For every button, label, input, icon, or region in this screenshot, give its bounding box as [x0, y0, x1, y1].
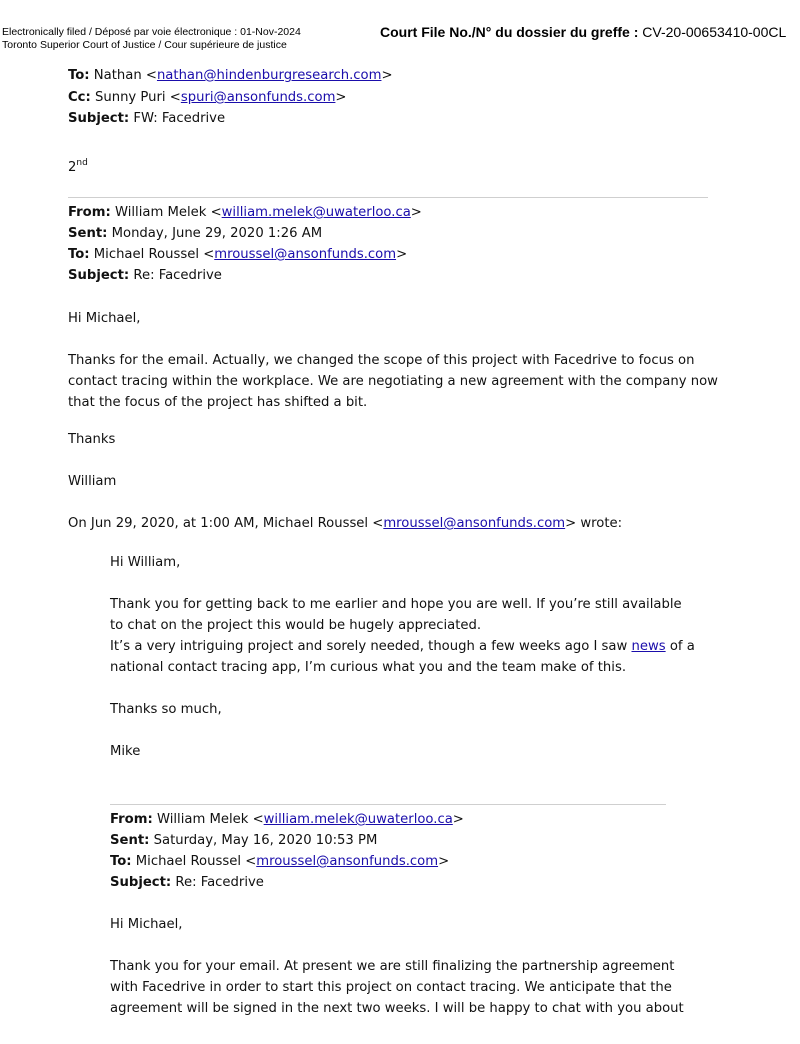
quoted1-text: It’s a very intriguing project and sorely needed, though a few weeks ago I saw	[110, 639, 628, 654]
sent-date: Saturday, May 16, 2020 10:53 PM	[153, 833, 378, 848]
quote-attribution-end: > wrote:	[565, 516, 623, 531]
quote-attribution	[68, 515, 622, 533]
subject-text: FW: Facedrive	[133, 111, 226, 126]
to-label: To:	[68, 247, 90, 262]
quoted1-text-end: of a	[669, 639, 695, 654]
stamp-line-1: Electronically filed / Déposé par voie électronique : 01-Nov-2024	[2, 26, 301, 38]
from-label: From:	[110, 812, 153, 827]
to-name: Michael Roussel	[93, 247, 199, 262]
quoted2-greeting: Hi Michael,	[110, 917, 183, 932]
subject-label: Subject:	[110, 875, 172, 890]
to-name: Nathan	[93, 68, 142, 83]
subject-label: Subject:	[68, 111, 130, 126]
quoted1-paragraph-line: Thank you for getting back to me earlier and hope you are well. If you’re still available	[110, 597, 682, 612]
quote-attribution-text: On Jun 29, 2020, at 1:00 AM, Michael Roussel <	[68, 516, 384, 531]
court-file-number	[380, 24, 786, 40]
body1-text	[68, 154, 88, 177]
sent-label: Sent:	[68, 226, 108, 241]
header1-to: To: Nathan <nathan@hindenburgresearch.com>	[68, 68, 393, 83]
header3-sent	[110, 832, 377, 850]
from-name: William Melek	[114, 205, 207, 220]
body1-sup: nd	[76, 158, 88, 168]
body2-signature: William	[68, 474, 117, 489]
separator-2	[110, 804, 666, 805]
court-file-value: CV-20-00653410-00CL	[642, 24, 787, 40]
from-email-link[interactable]: william.melek@uwaterloo.ca	[263, 812, 453, 827]
body2-paragraph-line: Thanks for the email. Actually, we changed the scope of this project with Facedrive to focus on	[68, 353, 695, 368]
header1-cc: Cc: Sunny Puri <spuri@ansonfunds.com>	[68, 90, 347, 105]
body2-thanks: Thanks	[68, 432, 116, 447]
quoted1-thanks: Thanks so much,	[110, 702, 222, 717]
header2-to: To: Michael Roussel <mroussel@ansonfunds.com>	[68, 247, 408, 262]
quoted1-signature: Mike	[110, 744, 141, 759]
quoted1-paragraph-line: national contact tracing app, I’m curious what you and the team make of this.	[110, 660, 627, 675]
header3-to: To: Michael Roussel <mroussel@ansonfunds.com>	[110, 854, 450, 869]
subject-label: Subject:	[68, 268, 130, 283]
header3-subject	[110, 874, 264, 892]
cc-name: Sunny Puri	[94, 90, 166, 105]
body2-greeting: Hi Michael,	[68, 311, 141, 326]
from-name: William Melek	[156, 812, 249, 827]
body2-paragraph-line: that the focus of the project has shifted a bit.	[68, 395, 368, 410]
separator-1	[68, 197, 708, 198]
stamp-line-2: Toronto Superior Court of Justice / Cour supérieure de justice	[2, 38, 287, 51]
sent-label: Sent:	[110, 833, 150, 848]
quoted1-paragraph-line-with-link	[110, 638, 695, 656]
header3-from: From: William Melek <william.melek@uwaterloo.ca>	[110, 812, 464, 827]
body2-paragraph-line: contact tracing within the workplace. We are negotiating a new agreement with the company now	[68, 374, 718, 389]
from-label: From:	[68, 205, 111, 220]
subject-text: Re: Facedrive	[133, 268, 222, 283]
cc-label: Cc:	[68, 90, 91, 105]
subject-text: Re: Facedrive	[175, 875, 264, 890]
filing-stamp	[2, 26, 301, 51]
to-email-link[interactable]: mroussel@ansonfunds.com	[214, 247, 397, 262]
quoted2-paragraph-line: with Facedrive in order to start this project on contact tracing. We anticipate that the	[110, 980, 672, 995]
sent-date: Monday, June 29, 2020 1:26 AM	[111, 226, 323, 241]
from-email-link[interactable]: william.melek@uwaterloo.ca	[221, 205, 411, 220]
header2-sent	[68, 225, 322, 243]
quote-email-link[interactable]: mroussel@ansonfunds.com	[383, 516, 566, 531]
cc-email-link[interactable]: spuri@ansonfunds.com	[180, 90, 336, 105]
quoted1-greeting: Hi William,	[110, 555, 181, 570]
header2-subject	[68, 267, 222, 285]
to-label: To:	[68, 68, 90, 83]
header1-subject	[68, 110, 225, 128]
header2-from: From: William Melek <william.melek@uwaterloo.ca>	[68, 205, 422, 220]
to-email-link[interactable]: nathan@hindenburgresearch.com	[156, 68, 382, 83]
news-link[interactable]: news	[631, 639, 666, 654]
quoted1-paragraph-line: to chat on the project this would be hugely appreciated.	[110, 618, 482, 633]
body1-number: 2	[68, 160, 77, 175]
to-name: Michael Roussel	[135, 854, 241, 869]
to-label: To:	[110, 854, 132, 869]
to-email-link[interactable]: mroussel@ansonfunds.com	[256, 854, 439, 869]
quoted2-paragraph-line: agreement will be signed in the next two weeks. I will be happy to chat with you about	[110, 1001, 684, 1016]
court-file-label: Court File No./N° du dossier du greffe :	[380, 24, 639, 40]
quoted2-paragraph-line: Thank you for your email. At present we are still finalizing the partnership agreement	[110, 959, 675, 974]
